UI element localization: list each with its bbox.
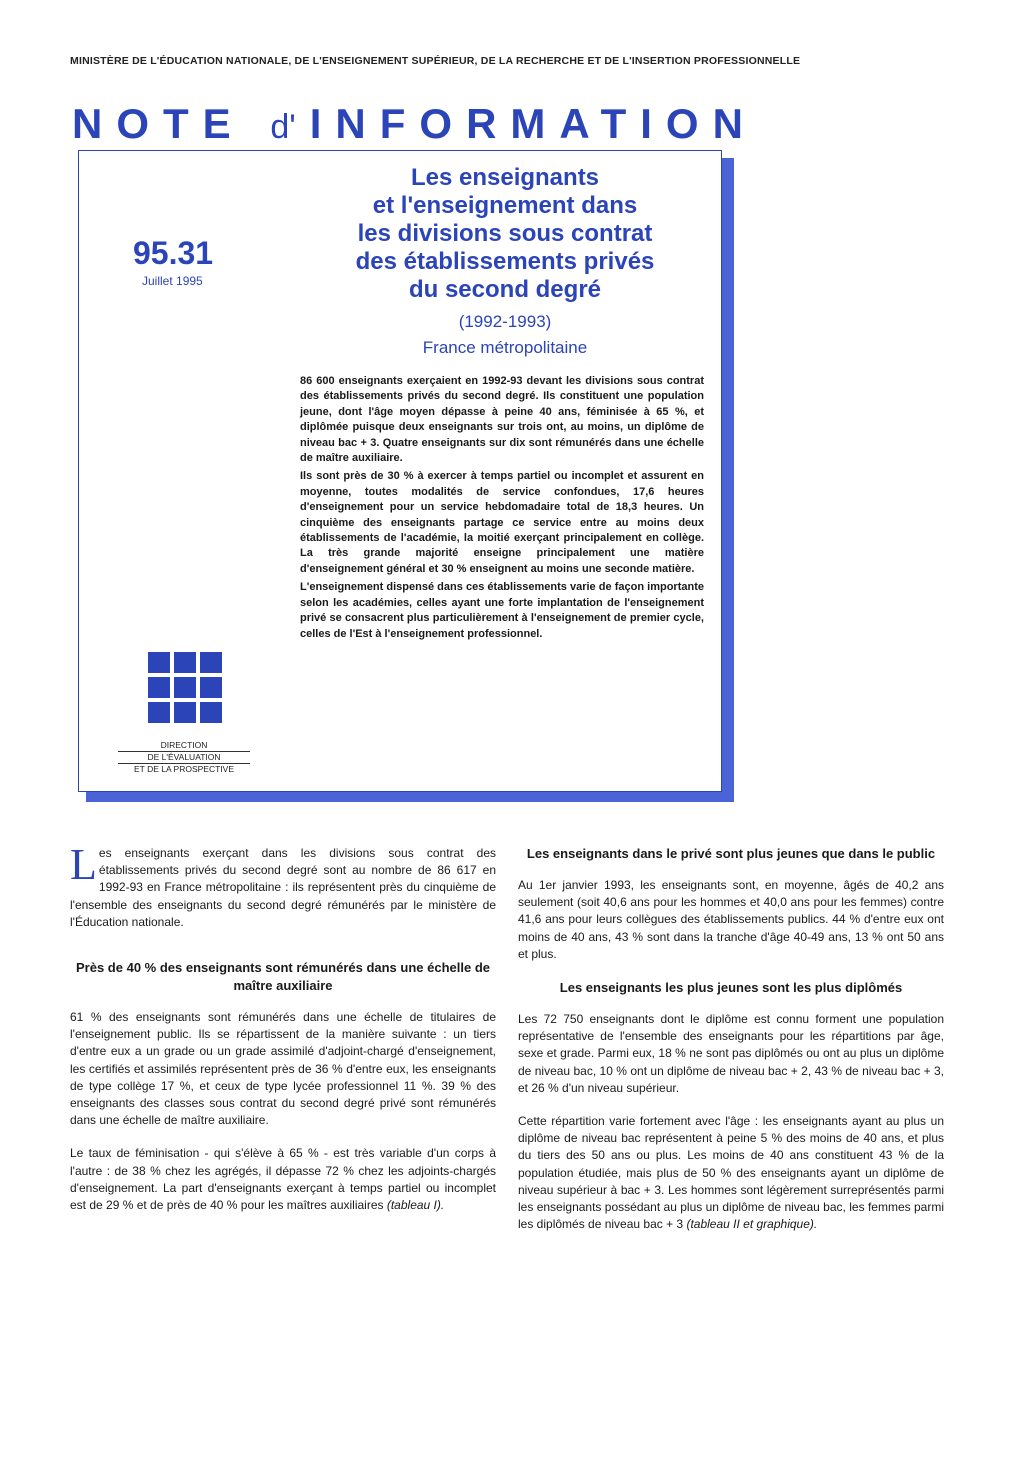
directorate-label: [118, 740, 250, 775]
title-line-3: les divisions sous contrat: [357, 220, 653, 247]
left-column: [70, 840, 496, 1230]
directorate-line-2: DE L'ÉVALUATION: [118, 752, 250, 764]
intro-paragraph: [70, 840, 496, 931]
paragraph-distribution-text: Cette répartition varie fortement avec l'âge : les enseignants ayant au plus un diplôme de niveau bac représentent à peine 5 % des moins de 40 ans, et plus du tiers des 50 ans ou plus. Les moins de 40 ans constituent 43 % de la population étudiée, mais plus de 50 % des enseignants ayant un diplôme de niveau supérieur à bac + 3. Les hommes sont légèrement surreprésentés parmi les enseignants possédant au plus un diplôme de niveau bac, les femmes parmi les diplômés de niveau bac + 3: [518, 1114, 944, 1232]
paragraph-diplomas: Les 72 750 enseignants dont le diplôme est connu forment une population représentative de l'ensemble des enseignants pour les répartitions par âge, sexe et grade. Parmi eux, 18 % ne sont pas diplômés ou ont au plus un diplôme de niveau bac, 10 % ont un diplôme de niveau bac + 2, 43 % de niveau bac + 3, et 26 % d'un niveau supérieur.: [518, 1012, 944, 1095]
masthead-d: d': [270, 108, 296, 146]
paragraph-feminisation: [70, 1145, 496, 1214]
abstract-paragraph-2: Ils sont près de 30 % à exercer à temps partiel ou incomplet et assurent en moyenne, toutes modalités de service confondues, 17,6 heures d'enseignement pour un service hebdomadaire total de 18,3 heures. Un cinquième des enseignants partage ce service entre au moins deux établissements de l'académie, la moitié exerçant principalement en collège. La très grande majorité enseigne principalement une matière d'enseignement général et 30 % enseignent au moins une seconde matière.: [300, 470, 704, 575]
right-column: [518, 845, 944, 1249]
title-line-4: des établissements privés: [355, 248, 655, 275]
intro-text: es enseignants exerçant dans les divisions sous contrat des établissements privés du second degré sont au nombre de 86 617 en 1992-93 en France métropolitaine : ils représentent près du cinquième de l'ensemble des enseignants du second degré rémunérés par le ministère de l'Éducation nationale.: [70, 846, 496, 929]
issue-number: 95.31: [133, 235, 214, 271]
directorate-line-3: ET DE LA PROSPECTIVE: [134, 764, 234, 774]
ministry-header: MINISTÈRE DE L'ÉDUCATION NATIONALE, DE L'ENSEIGNEMENT SUPÉRIEUR, DE LA RECHERCHE ET DE L'INSERTION PROFESSIONNELLE: [70, 55, 801, 67]
paragraph-age: Au 1er janvier 1993, les enseignants sont, en moyenne, âgés de 40,2 ans seulement (soit 40,6 ans pour les hommes et 40,0 ans pour les femmes) contre 41,6 ans pour leurs collègues des établissements publics. 44 % d'entre eux ont moins de 40 ans, 43 % sont dans la tranche d'âge 40-49 ans, 13 % ont 50 ans et plus.: [518, 878, 944, 961]
document-title: [295, 164, 715, 304]
table-reference-1: (tableau I).: [386, 1198, 445, 1213]
paragraph-grades: 61 % des enseignants sont rémunérés dans une échelle de titulaires de l'enseignement public. Ils se répartissent de la manière suivante : un tiers d'entre eux a un grade ou un grade assimilé d'adjoint-chargé d'enseignement, les certifiés et assimilés représentent près de 36 % d'entre eux, les enseignants de type collège 17 %, et ceux de type lycée professionnel 11 %. 39 % des enseignants des classes sous contrat du second degré privé sont rémunérés dans une échelle de maître auxiliaire.: [70, 1010, 496, 1128]
masthead-note: NOTE: [72, 100, 245, 147]
title-line-2: et l'enseignement dans: [372, 192, 638, 219]
abstract-paragraph-3: L'enseignement dispensé dans ces établissements varie de façon importante selon les académies, celles ayant une forte implantation de l'enseignement privé se consacrent plus particulièrement à l'enseignement de premier cycle, celles de l'Est à l'enseignement professionnel.: [300, 581, 704, 640]
section-heading-auxiliary: Près de 40 % des enseignants sont rémunérés dans une échelle de maître auxiliaire: [76, 960, 490, 994]
issue-date: Juillet 1995: [142, 274, 203, 288]
paragraph-feminisation-text: Le taux de féminisation - qui s'élève à 65 % - est très variable d'un corps à l'autre : de 38 % chez les agrégés, il dépasse 72 % chez les adjoints-chargés d'enseignement. La part d'enseignants exerçant à temps partiel ou incomplet est de 29 % et de près de 40 % pour les maîtres auxiliaires: [70, 1146, 496, 1213]
directorate-line-1: DIRECTION: [118, 740, 250, 752]
section-heading-diplomas: Les enseignants les plus jeunes sont les plus diplômés: [559, 980, 903, 996]
dropcap: L: [70, 840, 97, 889]
abstract-paragraph-1: 86 600 enseignants exerçaient en 1992-93 devant les divisions sous contrat des établissements privés du second degré. Ils constituent une population jeune, dont l'âge moyen dépasse à peine 40 ans, féminisée à 65 %, et diplômée puisque deux enseignants sur trois ont, au moins, un diplôme de niveau bac + 3. Quatre enseignants sur dix sont rémunérés dans une échelle de maître auxiliaire.: [300, 375, 704, 465]
masthead-information: INFORMATION: [309, 100, 757, 147]
section-heading-young: Les enseignants dans le privé sont plus jeunes que dans le public: [526, 846, 936, 861]
dep-logo-grid-icon: [148, 652, 222, 722]
title-line-1: Les enseignants: [410, 164, 600, 191]
paragraph-distribution: [518, 1113, 944, 1233]
abstract: [300, 374, 704, 645]
title-years: (1992-1993): [458, 312, 552, 331]
table-reference-2: (tableau II et graphique).: [686, 1217, 818, 1232]
masthead-title: [72, 100, 757, 148]
title-line-5: du second degré: [408, 276, 602, 303]
title-region: France métropolitaine: [422, 338, 588, 357]
